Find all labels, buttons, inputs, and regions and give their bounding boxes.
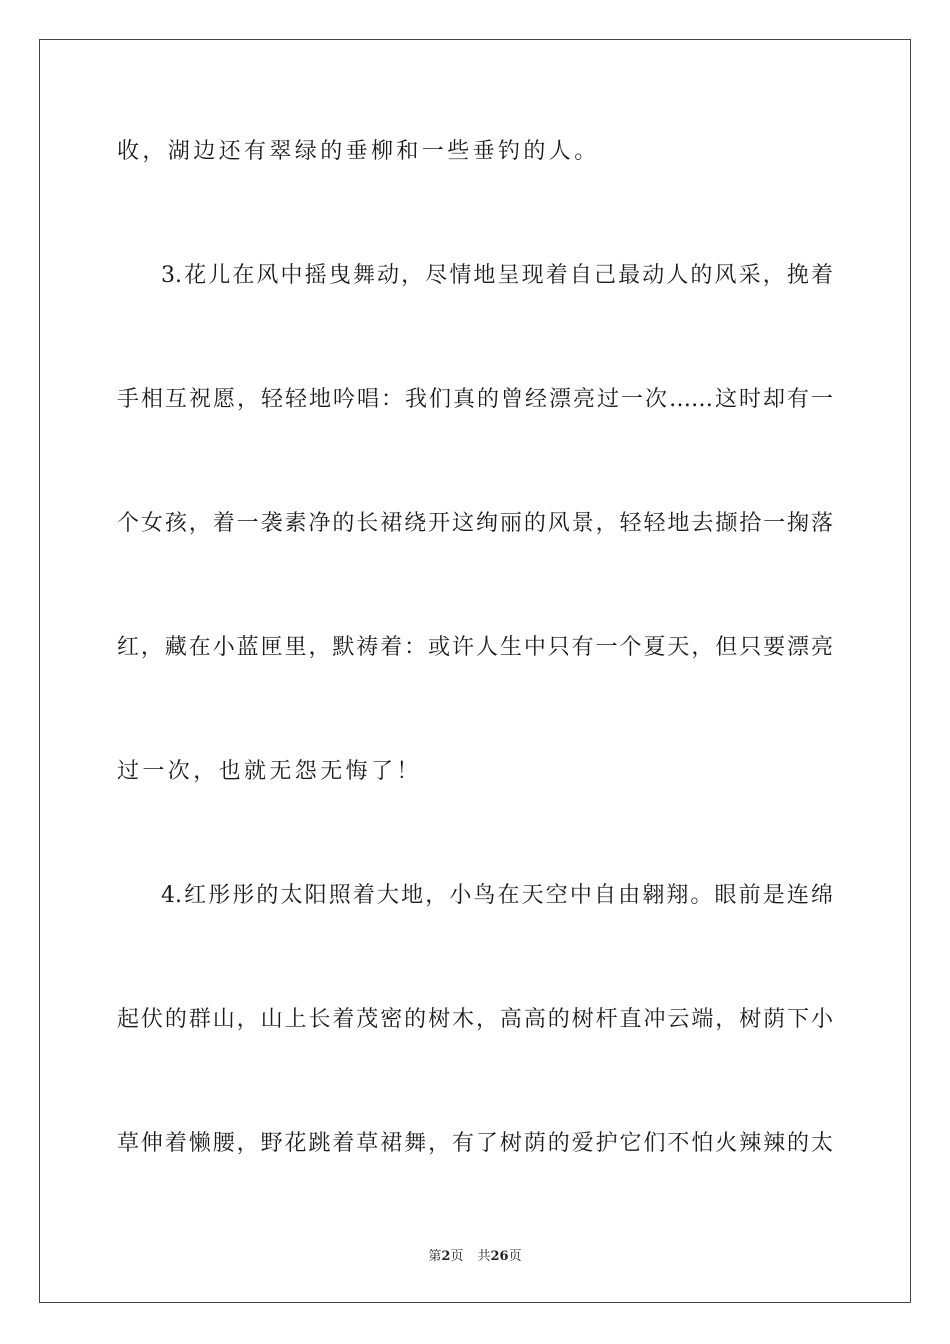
text-line-5: 红，藏在小蓝匣里，默祷着：或许人生中只有一个夏天，但只要漂亮 [117, 635, 833, 660]
text-line-4: 个女孩，着一袭素净的长裙绕开这绚丽的风景，轻轻地去撷拾一掬落 [117, 511, 833, 536]
text-line-2-paragraph-3-start: 3.花儿在风中摇曳舞动，尽情地呈现着自己最动人的风采，挽着 [161, 263, 833, 288]
page-suffix: 页 [450, 1249, 464, 1264]
current-page-number: 2 [441, 1249, 451, 1264]
page-prefix: 第 [428, 1249, 442, 1264]
text-line-7-paragraph-4-start: 4.红彤彤的太阳照着大地，小鸟在天空中自由翱翔。眼前是连绵 [161, 883, 833, 908]
text-line-8: 起伏的群山，山上长着茂密的树木，高高的树杆直冲云端，树荫下小 [117, 1007, 833, 1032]
text-line-6: 过一次，也就无怨无悔了！ [117, 759, 422, 784]
total-page-count: 26 [490, 1249, 509, 1264]
total-prefix: 共 [477, 1249, 491, 1264]
text-line-3: 手相互祝愿，轻轻地吟唱：我们真的曾经漂亮过一次……这时却有一 [117, 387, 833, 412]
total-suffix: 页 [508, 1249, 522, 1264]
text-line-9: 草伸着懒腰，野花跳着草裙舞，有了树荫的爱护它们不怕火辣辣的太 [117, 1131, 833, 1156]
text-line-1: 收，湖边还有翠绿的垂柳和一些垂钓的人。 [117, 139, 600, 164]
page-footer [0, 1248, 950, 1266]
page-border [39, 39, 911, 1303]
